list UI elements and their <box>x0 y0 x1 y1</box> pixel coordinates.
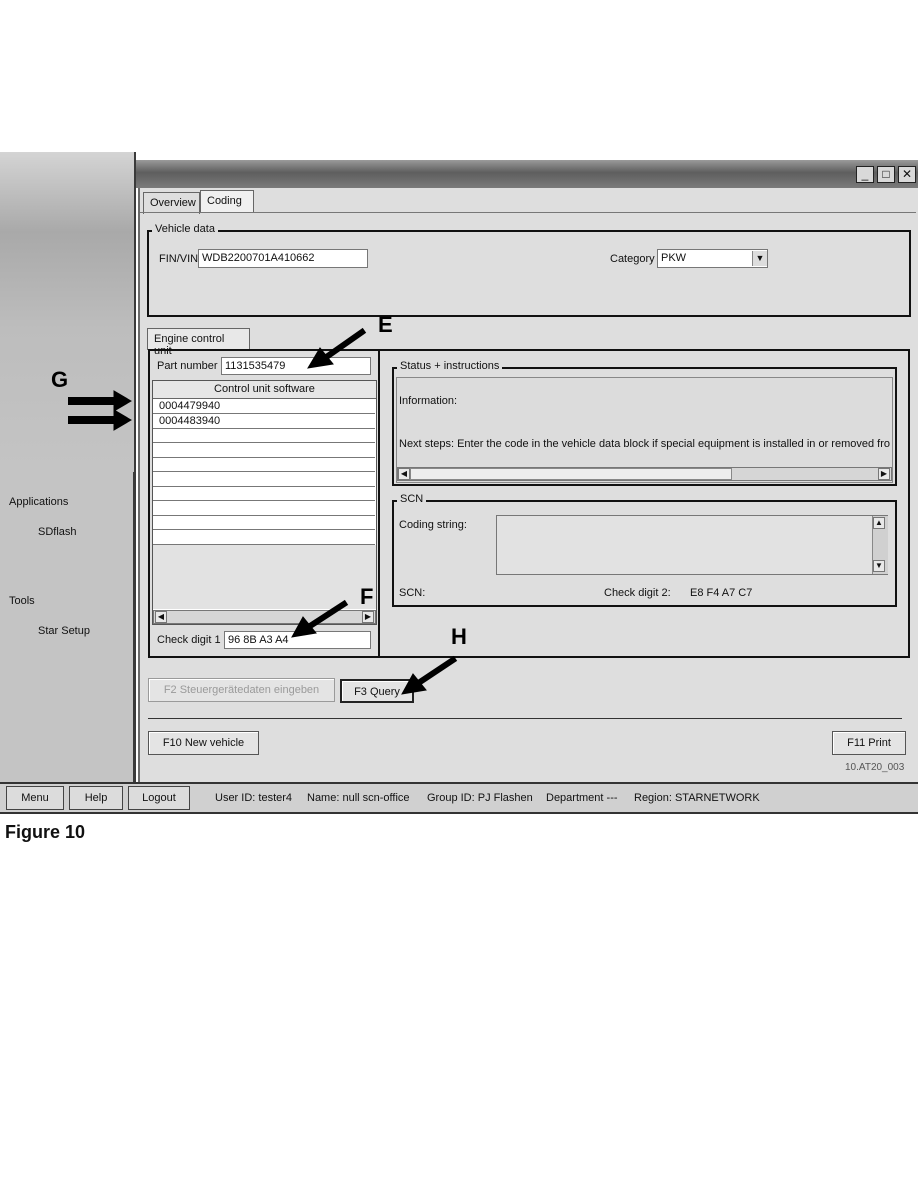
reference-code: 10.AT20_003 <box>845 762 905 773</box>
category-label: Category <box>610 253 655 265</box>
information-label: Information: <box>399 395 458 407</box>
arrow-e-shaft <box>325 332 362 358</box>
status-scroll-right-icon[interactable]: ▶ <box>878 468 890 480</box>
tab-ecu-label: Engine control unit <box>154 333 225 357</box>
tools-heading: Tools <box>9 595 35 607</box>
f3-query-button[interactable]: F3 Query <box>340 679 414 703</box>
chevron-down-icon[interactable]: ▼ <box>752 251 767 266</box>
scn-label: SCN: <box>399 587 426 599</box>
marker-e: E <box>378 312 393 337</box>
arrow-g2-head <box>114 410 131 430</box>
user-id-text: User ID: tester4 <box>215 792 293 804</box>
tab-overview-label: Overview <box>150 197 196 209</box>
status-group-label: Status + instructions <box>397 360 502 372</box>
fin-vin-label: FIN/VIN <box>159 253 199 265</box>
f2-enter-ecu-data-button[interactable]: F2 Steuergerätedaten eingeben <box>148 678 335 702</box>
close-icon[interactable]: ✕ <box>898 166 916 183</box>
figure-caption: Figure 10 <box>5 822 86 842</box>
scroll-down-icon[interactable]: ▼ <box>873 560 885 572</box>
check-digit1-value: 96 8B A3 A4 <box>224 631 371 649</box>
sidebar-item-star-setup[interactable]: Star Setup <box>38 625 90 637</box>
applications-heading: Applications <box>9 496 69 508</box>
arrow-g1-head <box>114 391 131 411</box>
logout-button[interactable]: Logout <box>128 786 190 810</box>
fin-vin-input[interactable]: WDB2200701A410662 <box>198 249 368 268</box>
f10-new-vehicle-button[interactable]: F10 New vehicle <box>148 731 259 755</box>
tab-coding-label: Coding <box>207 195 242 207</box>
help-button[interactable]: Help <box>69 786 123 810</box>
scroll-up-icon[interactable]: ▲ <box>873 517 885 529</box>
group-id-text: Group ID: PJ Flashen <box>427 792 533 804</box>
marker-f: F <box>360 584 374 609</box>
department-text: Department --- <box>546 792 618 804</box>
software-list-header[interactable]: Control unit software <box>153 381 376 399</box>
scn-group-label: SCN <box>397 493 426 505</box>
next-steps-text: Next steps: Enter the code in the vehicle data block if special equipment is installed in or removed fro <box>399 438 890 450</box>
category-value: PKW <box>661 252 687 264</box>
scroll-right-icon[interactable]: ▶ <box>362 611 374 623</box>
part-number-label: Part number <box>157 360 218 372</box>
status-scroll-left-icon[interactable]: ◀ <box>398 468 410 480</box>
sidebar-item-sdflash[interactable]: SDflash <box>38 526 77 538</box>
check-digit2-value: E8 F4 A7 C7 <box>690 587 753 599</box>
marker-h: H <box>451 624 467 649</box>
vehicle-data-label: Vehicle data <box>152 223 218 235</box>
scroll-left-icon[interactable]: ◀ <box>155 611 167 623</box>
menu-button[interactable]: Menu <box>6 786 64 810</box>
part-number-input[interactable]: 1131535479 <box>221 357 371 375</box>
list-item[interactable]: 0004479940 <box>153 400 375 414</box>
list-item[interactable]: 0004483940 <box>153 415 375 429</box>
region-text: Region: STARNETWORK <box>634 792 760 804</box>
minimize-icon[interactable]: _ <box>856 166 874 183</box>
user-name-text: Name: null scn-office <box>307 792 410 804</box>
marker-g: G <box>51 367 69 392</box>
arrow-h-shaft <box>417 660 453 684</box>
coding-string-label: Coding string: <box>399 519 467 531</box>
check-digit2-label: Check digit 2: <box>604 587 671 599</box>
check-digit1-label: Check digit 1 <box>157 634 221 646</box>
arrow-f-shaft <box>307 604 344 628</box>
maximize-icon[interactable]: □ <box>877 166 895 183</box>
f11-print-button[interactable]: F11 Print <box>832 731 906 755</box>
